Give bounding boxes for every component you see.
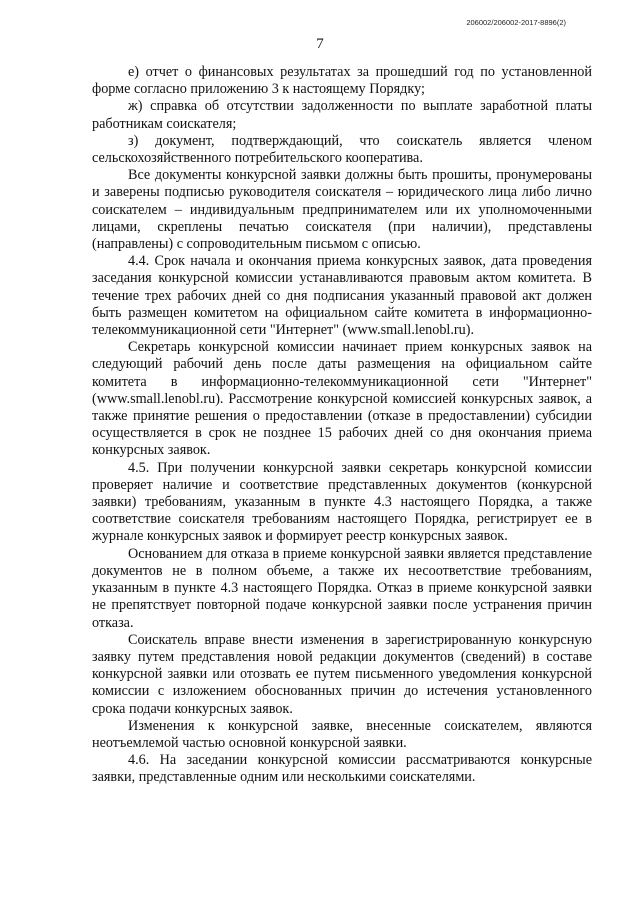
paragraph-item-zh: ж) справка об отсутствии задолженности по выплате заработной платы работникам соискателя; [92, 98, 592, 132]
document-id: 206002/206002-2017-8896(2) [466, 18, 566, 27]
paragraph-4-5: 4.5. При получении конкурсной заявки секретарь конкурсной комиссии проверяет наличие и соответствие представленных документов (конкурсной заявки) требованиям, указанным в пункте 4.3 настоящего Порядка, а также соответствие соискателя требованиям настоящего Порядка, регистрирует ее в журнале конкурсных заявок и формирует реестр конкурсных заявок. [92, 459, 592, 545]
document-body [92, 64, 592, 787]
paragraph-4-4: 4.4. Срок начала и окончания приема конкурсных заявок, дата проведения заседания конкурсной комиссии устанавливаются правовым актом комитета. В течение трех рабочих дней со дня подписания указанный правовой акт должен быть размещен комитетом на официальном сайте комитета в информационно-телекоммуникационной сети "Интернет" (www.small.lenobl.ru). [92, 253, 592, 339]
paragraph-refusal-grounds: Основанием для отказа в приеме конкурсной заявки является представление документов не в полном объеме, а также их несоответствие требованиям, указанным в пункте 4.3 настоящего Порядка. Отказ в приеме конкурсной заявки не препятствует повторной подаче конкурсной заявки после устранения причин отказа. [92, 545, 592, 631]
paragraph-4-6: 4.6. На заседании конкурсной комиссии рассматриваются конкурсные заявки, представленные одним или несколькими соискателями. [92, 752, 592, 786]
page-number: 7 [316, 36, 324, 52]
paragraph-secretary-receipt: Секретарь конкурсной комиссии начинает прием конкурсных заявок на следующий рабочий день после даты размещения на официальном сайте комитета в информационно-телекоммуникационной сети "Интернет" (www.small.lenobl.ru). Рассмотрение конкурсной комиссией конкурсных заявок, а также принятие решения о предоставлении (отказе в предоставлении) субсидии осуществляется в срок не позднее 15 рабочих дней со дня окончания приема конкурсных заявок. [92, 339, 592, 459]
paragraph-documents-binding: Все документы конкурсной заявки должны быть прошиты, пронумерованы и заверены подписью руководителя соискателя – юридического лица либо лично соискателем – индивидуальным предпринимателем или их уполномоченными лицами, скреплены печатью соискателя (при наличии), представлены (направлены) с сопроводительным письмом с описью. [92, 167, 592, 253]
paragraph-item-z: з) документ, подтверждающий, что соискатель является членом сельскохозяйственного потребительского кооператива. [92, 132, 592, 167]
paragraph-applicant-changes: Соискатель вправе внести изменения в зарегистрированную конкурсную заявку путем представления новой редакции документов (сведений) в составе конкурсной заявки или отозвать ее путем письменного уведомления конкурсной комиссии с изложением обоснованных причин до истечения установленного срока подачи конкурсных заявок. [92, 631, 592, 717]
paragraph-changes-integral: Изменения к конкурсной заявке, внесенные соискателем, являются неотъемлемой частью основной конкурсной заявки. [92, 717, 592, 751]
paragraph-item-e: е) отчет о финансовых результатах за прошедший год по установленной форме согласно приложению 3 к настоящему Порядку; [92, 64, 592, 98]
